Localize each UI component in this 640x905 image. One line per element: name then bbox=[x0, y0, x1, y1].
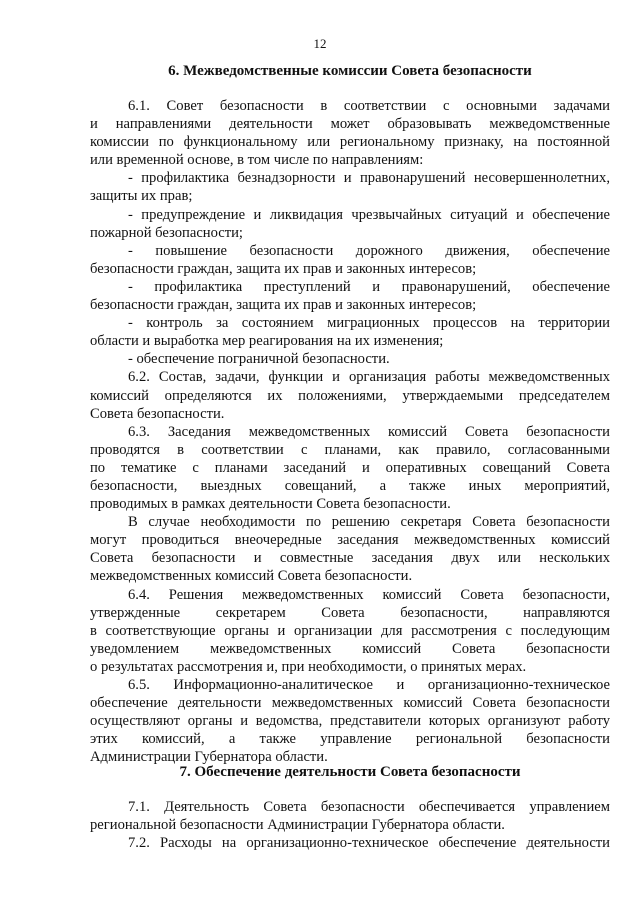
text-line: 6.5. Информационно-аналитическое и организационно-техническое bbox=[128, 677, 610, 693]
text-line: утвержденные секретарем Совета безопасности, направляются bbox=[90, 604, 610, 621]
text-line: - профилактика безнадзорности и правонарушений несовершеннолетних, bbox=[128, 170, 610, 187]
text-line: Совета безопасности. bbox=[90, 405, 225, 422]
page-number: 12 bbox=[313, 36, 327, 51]
text-line: 6.1. Совет безопасности в соответствии с основными задачами bbox=[128, 98, 610, 114]
text-line: безопасности граждан, защита их прав и законных интересов; bbox=[90, 260, 477, 277]
text-line: В случае необходимости по решению секретаря Совета безопасности bbox=[128, 514, 610, 531]
text-line: комиссий определяются их положениями, утверждаемыми председателем bbox=[90, 387, 610, 404]
text-line: безопасности, выездных совещаний, а также иных мероприятий, bbox=[90, 477, 610, 494]
text-line: 7.2. Расходы на организационно-техническое обеспечение деятельности bbox=[128, 835, 610, 852]
text-line: могут проводиться внеочередные заседания межведомственных комиссий bbox=[90, 532, 610, 549]
text-line: региональной безопасности Администрации Губернатора области. bbox=[90, 817, 505, 834]
text-line: безопасности граждан, защита их прав и законных интересов; bbox=[90, 297, 477, 314]
text-line: проводимых в рамках деятельности Совета безопасности. bbox=[90, 496, 451, 513]
text-line: пожарной безопасности; bbox=[90, 224, 243, 241]
text-line: - профилактика преступлений и правонарушений, обеспечение bbox=[128, 278, 610, 295]
text-line: и направлениями деятельности может образовывать межведомственные bbox=[90, 116, 610, 133]
text-line: обеспечение деятельности межведомственных комиссий Совета безопасности bbox=[90, 695, 610, 712]
text-line: 6.4. Решения межведомственных комиссий Совета безопасности, bbox=[128, 586, 610, 603]
section-7-body bbox=[90, 798, 610, 852]
text-line: уведомлением межведомственных комиссий Совета безопасности bbox=[90, 640, 610, 657]
text-line: области и выработка мер реагирования на их изменения; bbox=[90, 333, 444, 350]
section-6-heading: 6. Межведомственные комиссии Совета безопасности bbox=[168, 63, 532, 79]
text-line: Совета безопасности и совместные заседания двух или нескольких bbox=[90, 550, 610, 567]
section-7-heading: 7. Обеспечение деятельности Совета безопасности bbox=[179, 764, 521, 780]
text-line: - предупреждение и ликвидация чрезвычайных ситуаций и обеспечение bbox=[128, 206, 610, 223]
text-line: проводятся в соответствии с планами, как правило, согласованными bbox=[90, 441, 610, 458]
section-6-body bbox=[90, 97, 610, 766]
text-line: Администрации Губернатора области. bbox=[90, 749, 328, 766]
text-line: осуществляют органы и ведомства, представители которых организуют работу bbox=[90, 713, 610, 730]
text-line: 7.1. Деятельность Совета безопасности обеспечивается управлением bbox=[128, 799, 610, 815]
text-line: комиссии по функциональному или региональному признаку, на постоянной bbox=[90, 134, 610, 151]
text-line: или временной основе, в том числе по направлениям: bbox=[90, 152, 424, 169]
text-line: 6.3. Заседания межведомственных комиссий Совета безопасности bbox=[128, 423, 610, 440]
text-line: в соответствующие органы и организации для рассмотрения с последующим bbox=[90, 622, 610, 639]
text-line: 6.2. Состав, задачи, функции и организация работы межведомственных bbox=[128, 369, 610, 386]
text-line: этих комиссий, а также управление региональной безопасности bbox=[90, 731, 610, 748]
text-line: - контроль за состоянием миграционных процессов на территории bbox=[128, 315, 610, 332]
text-line: межведомственных комиссий Совета безопасности. bbox=[90, 568, 413, 585]
text-line: защиты их прав; bbox=[90, 188, 193, 205]
text-line: о результатах рассмотрения и, при необходимости, о принятых мерах. bbox=[90, 658, 527, 675]
text-line: по тематике с планами заседаний и оперативных совещаний Совета bbox=[90, 459, 610, 476]
text-line: - обеспечение пограничной безопасности. bbox=[128, 351, 390, 368]
text-line: - повышение безопасности дорожного движения, обеспечение bbox=[128, 242, 610, 259]
